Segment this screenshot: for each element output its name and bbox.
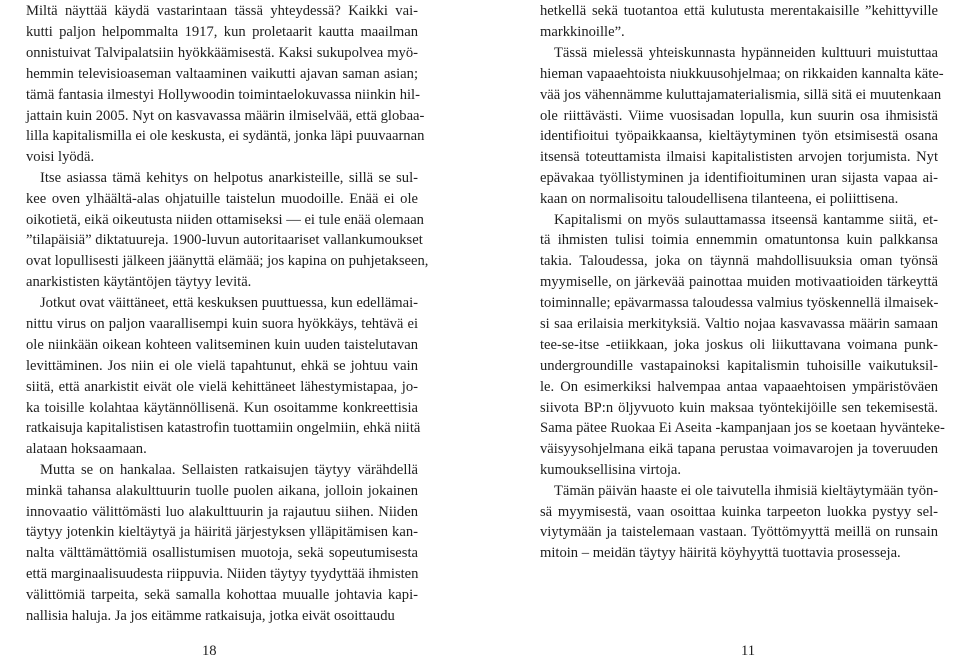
text-line: mitoin – meidän täytyy häiritä köyhyyttä tuottavia prosesseja.: [540, 545, 901, 561]
right-page-number: 11: [741, 643, 756, 659]
text-line: tämä fantasia ilmestyi Hollywoodin toimintaelokuvassa niinkin hil-: [26, 87, 420, 103]
text-line: Jotkut ovat väittäneet, että keskuksen puuttuessa, kun edellämai-: [40, 295, 418, 311]
text-line: markkinoille”.: [540, 24, 625, 40]
text-line: Miltä näyttää käydä vastarintaan tässä yhteydessä? Kaikki vai-: [26, 3, 418, 19]
text-line: ole riittävästi. Viime vuosisadan lopulla, kun suurin osa ihmisistä: [540, 108, 938, 124]
text-line: Tämän päivän haaste ei ole taivutella ihmisiä kieltäytymään työn-: [554, 483, 939, 499]
text-line: Itse asiassa tämä kehitys on helpotus anarkisteille, sillä se sul-: [40, 170, 418, 186]
text-line: voisi lyödä.: [26, 149, 95, 165]
text-line: kaan on normalisoitu taloudellisena tilanteena, ei poliittisena.: [540, 191, 899, 207]
text-line: viytymään ja taistelemaan vastaan. Työttömyyttä meillä on runsain: [540, 524, 938, 540]
text-line: kutti paljon helpommalta 1917, kun proletaarit kautta maailman: [26, 24, 418, 40]
text-line: itsensä toteuttamista ilmaisi kapitalististen arvojen torjumista. Nyt: [540, 149, 938, 165]
text-line: le. On esimerkiksi halvempaa antaa vapaaehtoisen ympäristöväen: [540, 379, 938, 395]
text-line: ka toisille kolahtaa käytännöllisenä. Kun osoitamme konkreettisia: [26, 400, 418, 416]
text-line: undergroundille vastapainoksi kapitalismin tuhoisille vaikutuksil-: [540, 358, 938, 374]
text-line: nallisia haluja. Ja jos eitämme ratkaisuja, jotka eivät osoittaudu: [26, 608, 395, 624]
text-line: kumouksellisina virtoja.: [540, 462, 682, 478]
text-line: levittäminen. Jos niin ei ole vielä tapahtunut, ehkä se johtuu vain: [26, 358, 418, 374]
text-line: jattain kuin 2005. Nyt on kasvavassa määrin ilmiselvää, että globaa-: [26, 108, 425, 124]
text-line: oikotietä, eikä oikeutusta niiden ottamiseksi — ei tule enää olemaan: [26, 212, 424, 228]
text-line: myymiselle, on järkevää painottaa muiden motivaatioiden tärkeyttä: [540, 274, 938, 290]
text-line: identifioitui työpaikkaansa, kieltäytyminen työn etsimisestä osana: [540, 128, 938, 144]
text-line: Kapitalismi on myös sulauttamassa itseensä kantamme siitä, et-: [554, 212, 938, 228]
text-line: tee-se-itse -etiikkaan, joka joskus oli liikuttavana voimana punk-: [540, 337, 938, 353]
text-line: ole niinkään oikean kohteen valitseminen kuin uuden taistelutavan: [26, 337, 418, 353]
text-line: tä ihmisten tulisi toimia ennemmin omatuntonsa kuin palkkansa: [540, 232, 938, 248]
text-line: innovaatio välittömästi luo alakulttuurin ja rajautuu siihen. Niiden: [26, 504, 418, 520]
text-line: että marginaalisuudesta riippuvia. Niiden täytyy tyydyttää ihmisten: [26, 566, 419, 582]
text-line: onnistuivat Talvipalatsiin hyökkäämisestä. Kaksi sukupolvea myö-: [26, 45, 418, 61]
text-line: sä myymisestä, vaan osoittaa kuinka tarpeeton luokka pystyy sel-: [540, 504, 938, 520]
text-line: siitä, että anarkistit eivät ole vielä kehittäneet lähestymistapaa, jo-: [26, 379, 418, 395]
text-line: ovat lopullisesti jälkeen jäänyttä elämää; jos kapina on puhjetakseen,: [26, 253, 429, 269]
left-page-number: 18: [202, 643, 217, 659]
text-line: nittu virus on paljon vaarallisempi kuin suora hyökkäys, tehtävä ei: [26, 316, 418, 332]
text-line: ”tilapäisiä” diktatuureja. 1900-luvun autoritaariset vallankumoukset: [26, 232, 423, 248]
text-line: siivota BP:n öljyvuoto kuin maksaa työntekijöille sen tekemisestä.: [540, 400, 938, 416]
text-line: hetkellä sekä tuotantoa että kulutusta merentakaisille ”kehittyville: [540, 3, 938, 19]
text-line: alataan hoksaamaan.: [26, 441, 147, 457]
text-line: toiminnalle; epävarmassa taloudessa valmius työskennellä ilmaisek-: [540, 295, 939, 311]
text-line: vää jos vähennämme kuluttajamaterialismia, sillä sitä ei muutenkaan: [540, 87, 942, 103]
text-line: anarkististen käytäntöjen täytyy levitä.: [26, 274, 252, 290]
text-line: epävakaa työllistyminen ja identifioituminen uran sijasta vapaa ai-: [540, 170, 938, 186]
text-line: hieman vapaaehtoista niukkuusohjelmaa; on rikkaiden kannalta käte-: [540, 66, 944, 82]
text-line: kee oven ylhäältä-alas ohjatuille taistelun muodoille. Enää ei ole: [26, 191, 418, 207]
text-line: nalta välttämättömiä osallistumisen muotoja, sekä sopeutumisesta: [26, 545, 418, 561]
text-line: lilla kapitalismilla ei ole keskusta, ei sydäntä, jonka läpi puuvaarnan: [26, 128, 425, 144]
text-line: ratkaisuja kapitalistisen katastrofin tuottamiin ongelmiin, ehkä niitä: [26, 420, 421, 436]
text-line: täytyy jotenkin kieltäytyä ja häiritä järjestyksen ylläpitämisen kan-: [26, 524, 418, 540]
text-line: si saa erilaisia merkityksiä. Valtio nojaa kasvavassa määrin samaan: [540, 316, 938, 332]
text-line: väisyysohjelmana eikä tapana perustaa voimavarojen ja toveruuden: [540, 441, 938, 457]
text-line: Tässä mielessä yhteiskunnasta hypänneiden kulttuuri muistuttaa: [554, 45, 938, 61]
text-line: takia. Taloudessa, joka on täynnä mahdollisuuksia oman työnsä: [540, 253, 938, 269]
text-line: Sama pätee Ruokaa Ei Aseita -kampanjaan jos se koetaan hyväntekе-: [540, 420, 945, 436]
text-line: välittömiä tarpeita, sekä samalla kohottaa muualle johtavia kapi-: [26, 587, 418, 603]
text-line: Mutta se on hankalaa. Sellaisten ratkaisujen täytyy värähdellä: [40, 462, 418, 478]
text-line: hemmin televisioaseman valtaaminen vaikutti ajavan saman asian;: [26, 66, 418, 82]
text-line: minkä tahansa alakulttuurin tuolle puolen aikana, jolloin jokainen: [26, 483, 418, 499]
